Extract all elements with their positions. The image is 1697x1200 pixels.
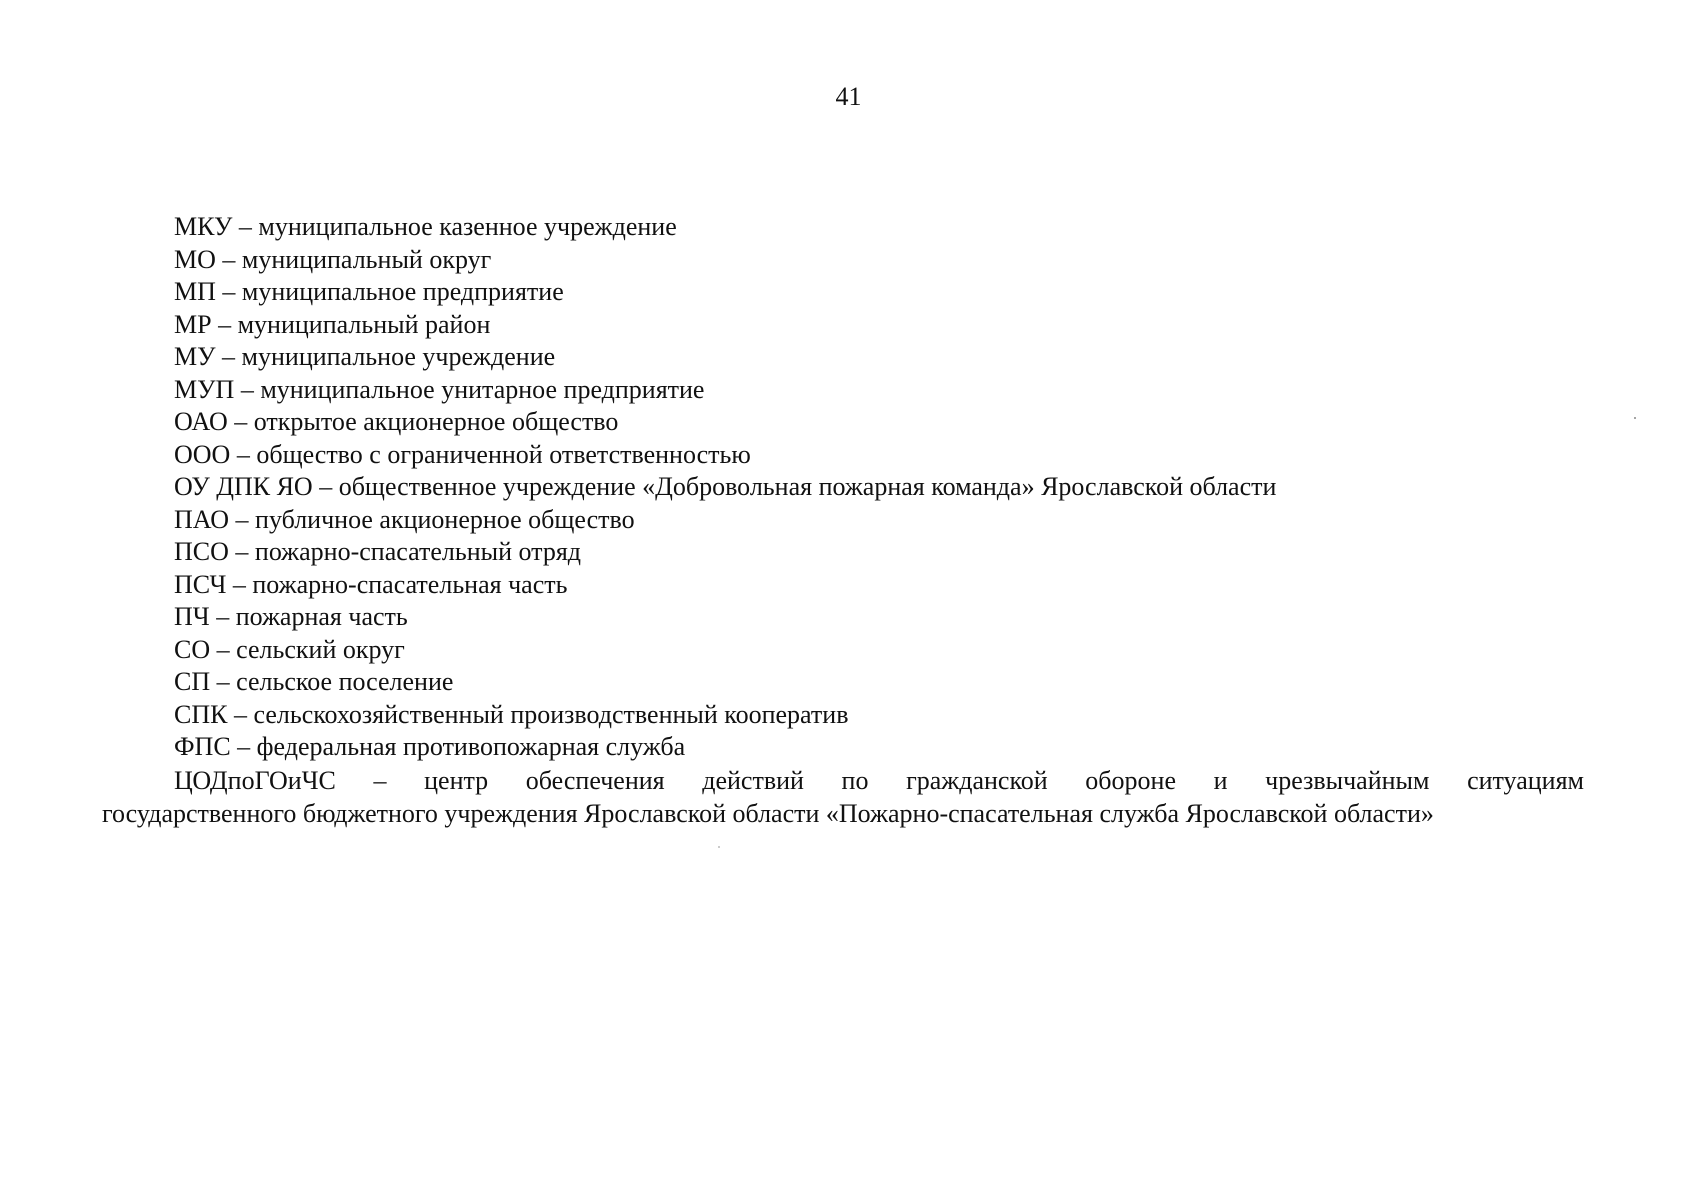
dash-separator: – — [209, 602, 236, 631]
dash-separator: – — [215, 277, 242, 306]
abbreviation-term: МУ — [174, 342, 216, 371]
abbreviation-term: МО — [174, 244, 216, 274]
scan-speck — [718, 846, 720, 848]
abbreviation-definition: публичное акционерное общество — [255, 504, 635, 534]
abbreviation-term: МП — [174, 277, 216, 306]
final-paragraph-line-1: ЦОДпоГОиЧС – центр обеспечения действий по гражданской обороне и чрезвычайным ситуациям — [174, 766, 1584, 795]
dash-separator: – — [210, 667, 237, 696]
abbreviation-definition: муниципальное предприятие — [241, 277, 564, 306]
abbreviation-definition: муниципальное учреждение — [241, 342, 556, 371]
abbreviation-definition: общество с ограниченной ответственностью — [256, 439, 751, 469]
final-abbreviation-paragraph — [102, 765, 1584, 830]
abbreviation-term: МУП — [174, 374, 235, 404]
abbreviation-definition: сельскохозяйственный производственный кооператив — [253, 699, 849, 729]
abbreviation-definition: муниципальное унитарное предприятие — [260, 374, 705, 404]
list-item — [174, 211, 1584, 244]
abbreviation-definition: открытое акционерное общество — [253, 407, 619, 436]
dash-separator: – — [210, 634, 237, 664]
list-item — [174, 569, 1584, 602]
abbreviation-definition: сельский округ — [236, 634, 405, 664]
list-item — [174, 731, 1584, 764]
abbreviation-term: СПК — [174, 699, 228, 729]
dash-separator: – — [234, 374, 261, 404]
page-number: 41 — [835, 82, 862, 111]
abbreviation-definition: общественное учреждение «Добровольная пожарная команда» Ярославской области — [338, 472, 1277, 501]
abbreviation-term: МР — [174, 309, 212, 339]
abbreviation-definition: пожарно-спасательный отряд — [254, 537, 582, 566]
dash-separator: – — [215, 244, 242, 274]
dash-separator: – — [230, 732, 257, 761]
abbreviation-term: ОУ ДПК ЯО — [174, 472, 313, 501]
dash-separator: – — [230, 439, 257, 469]
dash-separator: – — [226, 569, 253, 599]
abbreviation-term: ФПС — [174, 732, 231, 761]
list-item — [174, 699, 1584, 732]
list-item — [174, 374, 1584, 407]
abbreviation-term: МКУ — [174, 212, 233, 241]
abbreviation-term: ПЧ — [174, 602, 210, 631]
scan-speck — [1634, 417, 1636, 419]
dash-separator: – — [312, 472, 339, 501]
abbreviation-term: ПСЧ — [174, 569, 227, 599]
dash-separator: – — [227, 407, 254, 436]
abbreviation-definition: муниципальный район — [237, 309, 491, 339]
list-item — [174, 601, 1584, 634]
abbreviation-definition: муниципальное казенное учреждение — [258, 212, 677, 241]
abbreviation-term: СО — [174, 634, 211, 664]
list-item — [174, 439, 1584, 472]
dash-separator: – — [227, 699, 254, 729]
list-item — [174, 666, 1584, 699]
dash-separator: – — [232, 212, 259, 241]
list-item — [174, 634, 1584, 667]
abbreviation-term: СП — [174, 667, 211, 696]
abbreviation-definition: федеральная противопожарная служба — [256, 732, 686, 761]
list-item — [174, 406, 1584, 439]
list-item — [174, 536, 1584, 569]
dash-separator: – — [228, 537, 255, 566]
final-paragraph-line-2: государственного бюджетного учреждения Ярославской области «Пожарно-спасательная служба Ярославской области» — [102, 798, 1434, 828]
list-item — [174, 341, 1584, 374]
abbreviation-definition: пожарная часть — [235, 602, 408, 631]
abbreviation-definition: муниципальный округ — [241, 244, 492, 274]
list-item — [174, 276, 1584, 309]
dash-separator: – — [211, 309, 238, 339]
list-item — [174, 309, 1584, 342]
list-item — [174, 471, 1584, 504]
list-item — [174, 504, 1584, 537]
dash-separator: – — [229, 504, 256, 534]
abbreviation-definition: пожарно-спасательная часть — [252, 569, 568, 599]
abbreviation-term: ПСО — [174, 537, 229, 566]
list-item — [174, 244, 1584, 277]
abbreviation-definition: сельское поселение — [236, 667, 454, 696]
abbreviation-term: ООО — [174, 439, 231, 469]
abbreviation-term: ОАО — [174, 407, 228, 436]
abbreviation-list — [174, 211, 1584, 764]
abbreviation-term: ПАО — [174, 504, 230, 534]
dash-separator: – — [215, 342, 242, 371]
